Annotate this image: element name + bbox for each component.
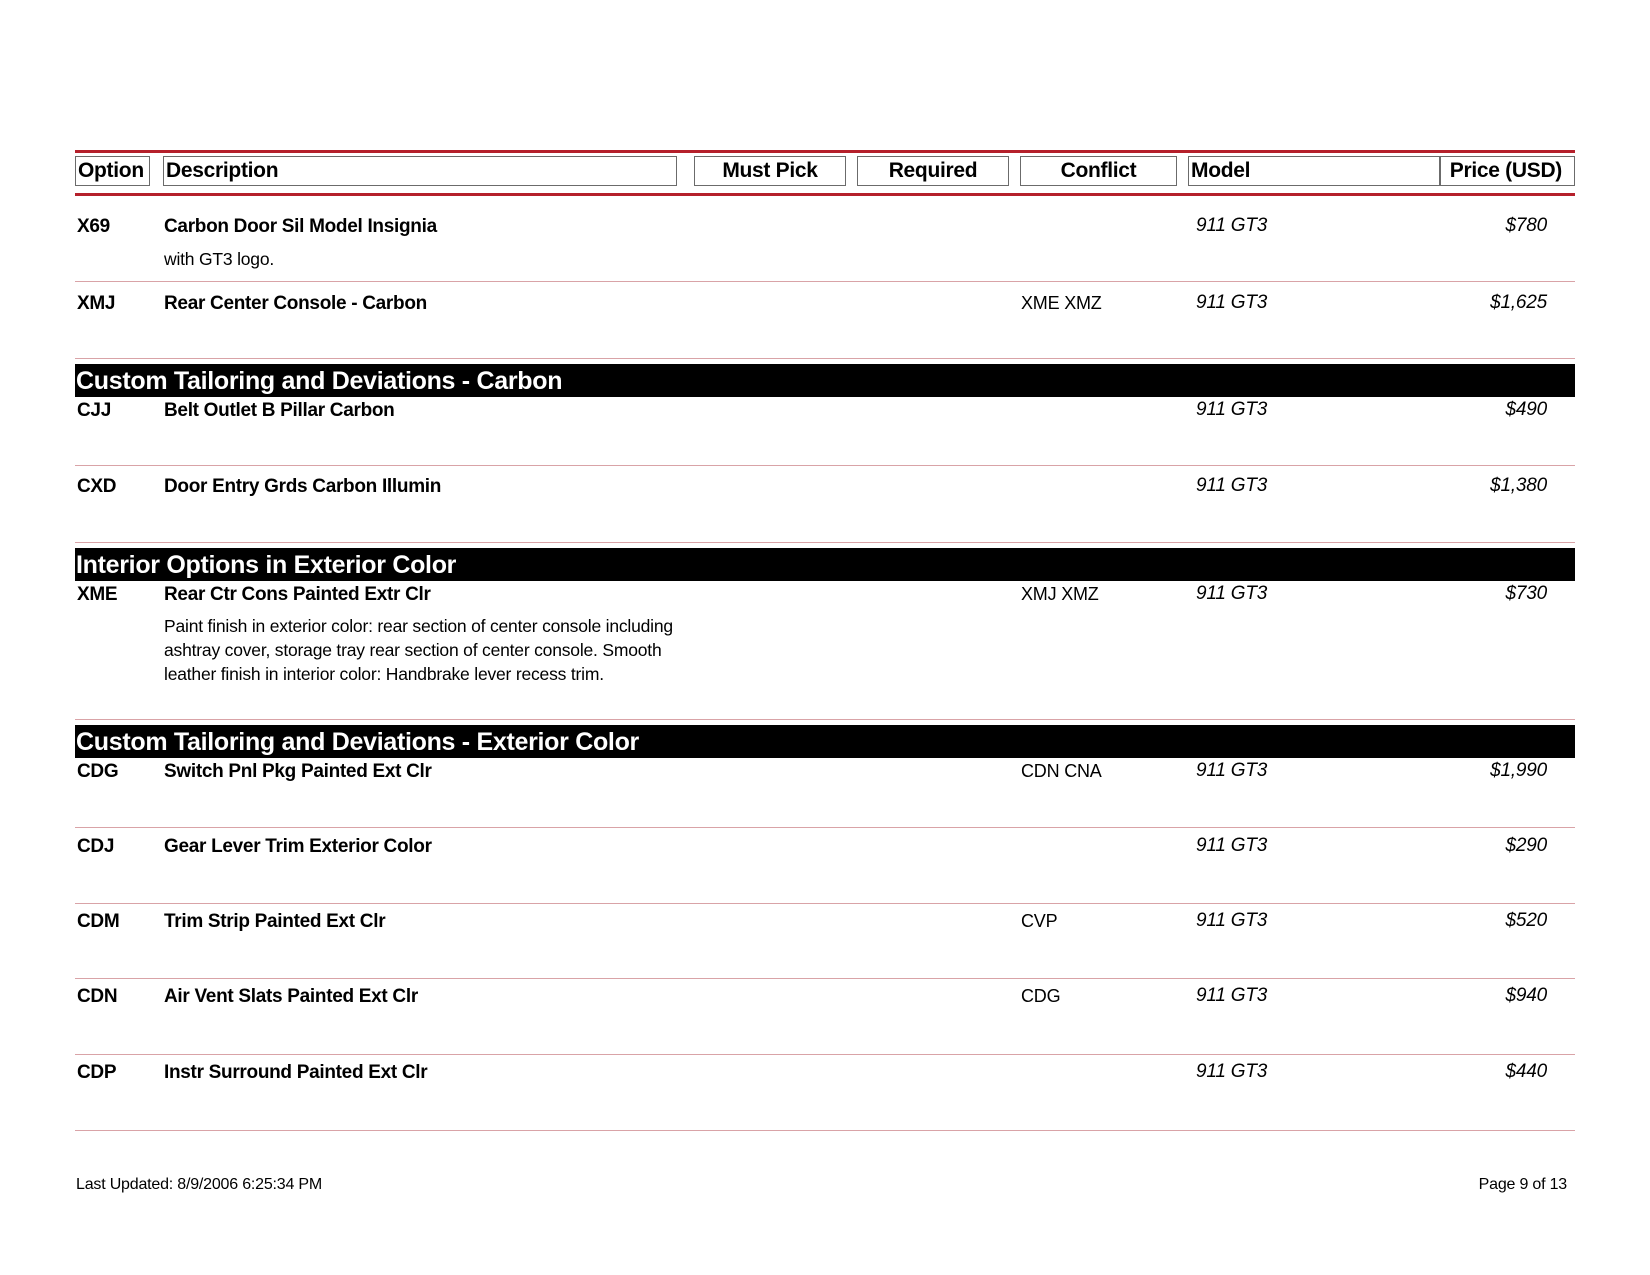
option-model: 911 GT3	[1196, 475, 1268, 496]
option-model: 911 GT3	[1196, 399, 1268, 420]
option-detail: with GT3 logo.	[164, 249, 275, 269]
option-price: $440	[1505, 1061, 1547, 1082]
option-model: 911 GT3	[1196, 1061, 1268, 1082]
option-code: XME	[77, 584, 118, 605]
option-model: 911 GT3	[1196, 760, 1268, 781]
option-price: $1,625	[1490, 292, 1547, 313]
option-conflict: XMJ XMZ	[1021, 584, 1099, 604]
option-price: $520	[1505, 910, 1547, 931]
row-divider	[75, 542, 1575, 543]
option-description: Switch Pnl Pkg Painted Ext Clr	[164, 761, 432, 782]
row-divider	[75, 827, 1575, 828]
option-model: 911 GT3	[1196, 835, 1268, 856]
option-detail: Paint finish in exterior color: rear section of center console including ashtray cover, storage tray rear section of center console. Smooth leather finish in interior color: Handbrake lever recess trim.	[164, 616, 673, 684]
row-divider	[75, 1054, 1575, 1055]
option-price: $290	[1505, 835, 1547, 856]
option-description: Rear Center Console - Carbon	[164, 293, 427, 314]
option-conflict: CVP	[1021, 911, 1058, 931]
option-model: 911 GT3	[1196, 292, 1268, 313]
option-code: XMJ	[77, 293, 116, 314]
option-code: CDJ	[77, 836, 115, 857]
section-header-carbon: Custom Tailoring and Deviations - Carbon	[75, 364, 1575, 397]
option-description: Instr Surround Painted Ext Clr	[164, 1062, 428, 1083]
option-conflict: XME XMZ	[1021, 293, 1102, 313]
row-divider	[75, 1130, 1575, 1131]
option-conflict: CDG	[1021, 986, 1061, 1006]
row-divider	[75, 719, 1575, 720]
option-description: Door Entry Grds Carbon Illumin	[164, 476, 442, 497]
table-row	[75, 287, 1575, 359]
column-header-required: Required	[857, 156, 1009, 186]
option-code: CDM	[77, 911, 120, 932]
last-updated: Last Updated: 8/9/2006 6:25:34 PM	[76, 1176, 323, 1193]
option-model: 911 GT3	[1196, 215, 1268, 236]
option-description: Carbon Door Sil Model Insignia	[164, 216, 437, 237]
table-row	[75, 830, 1575, 904]
table-row	[75, 905, 1575, 979]
header-top-rule	[75, 150, 1575, 153]
table-row	[75, 578, 1575, 720]
column-header-model: Model	[1188, 156, 1440, 186]
option-code: CJJ	[77, 400, 111, 421]
section-header-exterior-color: Custom Tailoring and Deviations - Exterior Color	[75, 725, 1575, 758]
option-price: $1,990	[1490, 760, 1547, 781]
column-header-conflict: Conflict	[1020, 156, 1177, 186]
option-description: Rear Ctr Cons Painted Extr Clr	[164, 584, 431, 605]
option-code: CDG	[77, 761, 119, 782]
row-divider	[75, 465, 1575, 466]
option-description: Trim Strip Painted Ext Clr	[164, 911, 386, 932]
row-divider	[75, 978, 1575, 979]
option-price: $730	[1505, 583, 1547, 604]
option-code: CDP	[77, 1062, 117, 1083]
option-price: $940	[1505, 985, 1547, 1006]
header-bottom-rule	[75, 193, 1575, 196]
option-conflict: CDN CNA	[1021, 761, 1102, 781]
table-row	[75, 470, 1575, 543]
row-divider	[75, 903, 1575, 904]
table-row	[75, 210, 1575, 282]
column-header-must-pick: Must Pick	[694, 156, 846, 186]
column-header-price: Price (USD)	[1440, 156, 1575, 186]
page-number: Page 9 of 13	[1478, 1176, 1567, 1193]
column-header-option: Option	[75, 156, 150, 186]
option-model: 911 GT3	[1196, 910, 1268, 931]
row-divider	[75, 358, 1575, 359]
option-description: Belt Outlet B Pillar Carbon	[164, 400, 395, 421]
section-header-interior-exterior-color: Interior Options in Exterior Color	[75, 548, 1575, 581]
table-row	[75, 394, 1575, 466]
table-row	[75, 755, 1575, 828]
table-row	[75, 1056, 1575, 1131]
option-description: Air Vent Slats Painted Ext Clr	[164, 986, 418, 1007]
option-price: $1,380	[1490, 475, 1547, 496]
table-row	[75, 980, 1575, 1055]
option-code: X69	[77, 216, 110, 237]
option-price: $780	[1505, 215, 1547, 236]
option-model: 911 GT3	[1196, 985, 1268, 1006]
row-divider	[75, 281, 1575, 282]
option-code: CXD	[77, 476, 117, 497]
option-description: Gear Lever Trim Exterior Color	[164, 836, 432, 857]
column-header-description: Description	[163, 156, 677, 186]
option-code: CDN	[77, 986, 118, 1007]
option-price: $490	[1505, 399, 1547, 420]
option-model: 911 GT3	[1196, 583, 1268, 604]
